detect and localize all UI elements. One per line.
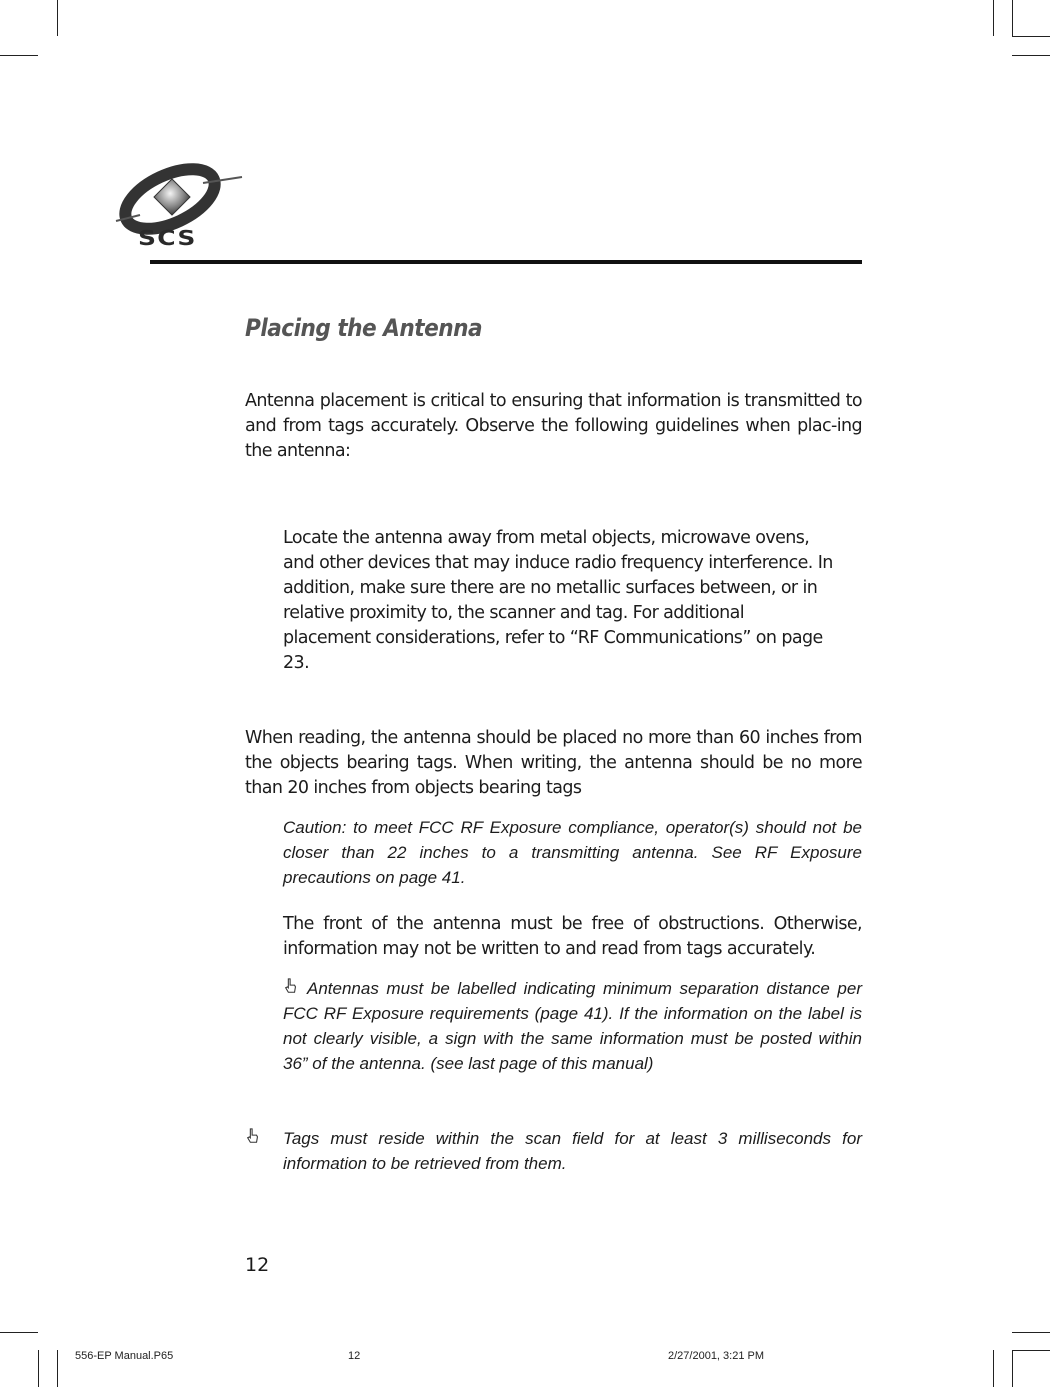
intro-paragraph: Antenna placement is critical to ensuring that information is transmitted to and from tags accurately. Observe the following guidelines when plac-ing the antenna: [245,391,862,461]
page-title: Placing the Antenna [245,314,483,342]
label-note [283,976,862,1076]
logo-text: SCS [138,226,197,250]
distance-paragraph: When reading, the antenna should be placed no more than 60 inches from the objects bearing tags. When writing, the antenna should be no more than 20 inches from objects bearing tags [245,728,862,798]
caution-paragraph: Caution: to meet FCC RF Exposure compliance, operator(s) should not be closer than 22 inches to a transmitting antenna. See RF Exposure precautions on page 41. [283,818,862,887]
header-rule [150,260,862,264]
label-note-text: Antennas must be labelled indicating minimum separation distance per FCC RF Exposure requirements (page 41). If the information on the label is not clearly visible, a sign with the same information must be posted within 36” of the antenna. (see last page of this manual) [283,979,862,1073]
page-number: 12 [245,1254,270,1276]
pointing-hand-icon [245,1128,261,1144]
obstruction-paragraph: The front of the antenna must be free of obstructions. Otherwise, information may not be written to and read from tags accurately. [283,914,862,959]
footer-timestamp: 2/27/2001, 3:21 PM [668,1350,765,1362]
pointing-hand-icon [283,978,299,994]
scan-note: Tags must reside within the scan field for at least 3 milliseconds for information to be retrieved from them. [283,1129,862,1173]
footer-filename: 556-EP Manual.P65 [75,1350,174,1362]
footer-page: 12 [348,1350,361,1362]
guideline-paragraph: Locate the antenna away from metal objects, microwave ovens, and other devices that may induce radio frequency interference. In addition, make sure there are no metallic surfaces between, or in relative proximity to, the scanner and tag. For additional placement considerations, refer to “RF Communications” on page 23. [283,528,833,673]
